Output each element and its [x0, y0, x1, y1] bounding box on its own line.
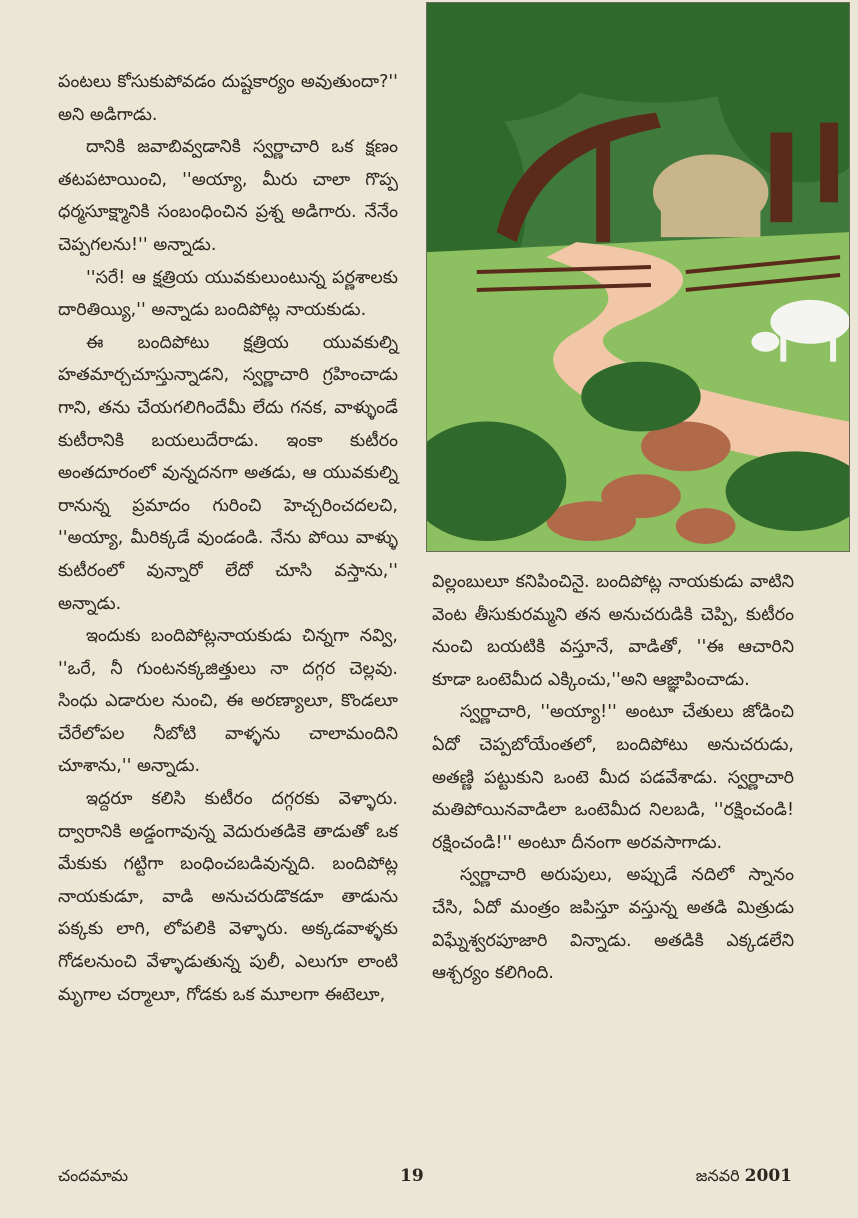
magazine-name: చందమామ	[58, 1166, 129, 1185]
paragraph: ఇందుకు బందిపోట్లనాయకుడు చిన్నగా నవ్వి, ''ఒరే, నీ గుంటనక్కజిత్తులు నా దగ్గర చెల్లవు. సింధు ఎడారుల నుంచి, ఈ అరణ్యాలూ, కొండలూ చేరేలోపల నీబోటి వాళ్ళను చాలామందిని చూశాను,'' అన్నాడు.	[58, 626, 398, 777]
thatched-hut	[653, 154, 768, 237]
paragraph: స్వర్ణాచారి, ''అయ్యా!'' అంటూ చేతులు జోడించి ఏదో చెప్పబోయేంతలో, బందిపోటు అనుచరుడు, అతణ్ణి పట్టుకుని ఒంటె మీద పడవేశాడు. స్వర్ణాచారి మతిపోయినవాడిలా ఒంటెమీద నిలబడి, ''రక్షించండి! రక్షించండి!'' అంటూ దీనంగా అరవసాగాడు.	[432, 702, 794, 853]
paragraph: ఈ బందిపోటు క్షత్రియ యువకుల్ని హతమార్చచూస్తున్నాడని, స్వర్ణాచారి గ్రహించాడు గాని, తను చేయగలిగిందేమీ లేదు గనక, వాళ్ళుండే కుటీరానికి బయలుదేరాడు. ఇంకా కుటీరం అంతదూరంలో వున్నదనగా అతడు, ఆ యువకుల్ని రానున్న ప్రమాదం గురించి హెచ్చరించదలచి, ''అయ్యా, మీరిక్కడే వుండండి. నేను పోయి వాళ్ళు కుటీరంలో వున్నారో లేదో చూసి వస్తాను,'' అన్నాడు.	[58, 332, 398, 614]
left-text-column	[58, 66, 398, 1011]
page-number: 19	[400, 1166, 424, 1186]
issue-year: 2001	[744, 1166, 792, 1186]
issue-month: జనవరి	[695, 1166, 740, 1185]
paragraph: విల్లంబులూ కనిపించినై. బందిపోట్ల నాయకుడు వాటిని వెంట తీసుకురమ్మని తన అనుచరుడికి చెప్పి, కుటీరం నుంచి బయటికి వస్తూనే, వాడితో, ''ఈ ఆచారిని కూడా ఒంటెమీద ఎక్కించు,''అని ఆజ్ఞాపించాడు.	[432, 572, 794, 690]
paragraph: స్వర్ణాచారి అరుపులు, అప్పుడే నదిలో స్నానం చేసి, ఏదో మంత్రం జపిస్తూ వస్తున్న అతడి మిత్రుడు విఘ్నేశ్వరపూజారి విన్నాడు. అతడికి ఎక్కడలేని ఆశ్చర్యం కలిగింది.	[432, 865, 794, 984]
paragraph: ఇద్దరూ కలిసి కుటీరం దగ్గరకు వెళ్ళారు. ద్వారానికి అడ్డంగావున్న వెదురుతడికె తాడుతో ఒక మేకుకు గట్టిగా బంధించబడివున్నది. బందిపోట్ల నాయకుడూ, వాడి అనుచరుడొకడూ తాడును పక్కకు లాగి, లోపలికి వెళ్ళారు. అక్కడవాళ్ళకు గోడలనుంచి వేళ్ళాడుతున్న పులీ, ఎలుగూ లాంటి మృగాల చర్మాలూ, గోడకు ఒక మూలగా ఈటెలూ,	[58, 789, 398, 1005]
issue-date	[696, 1166, 792, 1189]
paragraph: దానికి జవాబివ్వడానికి స్వర్ణాచారి ఒక క్షణం తటపటాయించి, ''అయ్యా, మీరు చాలా గొప్ప ధర్మసూక్ష్మానికి సంబంధించిన ప్రశ్న అడిగారు. నేనేం చెప్పగలను!'' అన్నాడు.	[58, 137, 398, 255]
paragraph: పంటలు కోసుకుపోవడం దుష్టకార్యం అవుతుందా?'' అని అడిగాడు.	[58, 72, 398, 125]
forest-hut-cow-illustration	[427, 3, 849, 551]
story-illustration	[426, 2, 850, 552]
right-text-column	[432, 566, 794, 990]
paragraph: ''సరే! ఆ క్షత్రియ యువకులుంటున్న పర్ణశాలకు దారితియ్యి,'' అన్నాడు బందిపోట్ల నాయకుడు.	[58, 267, 398, 321]
